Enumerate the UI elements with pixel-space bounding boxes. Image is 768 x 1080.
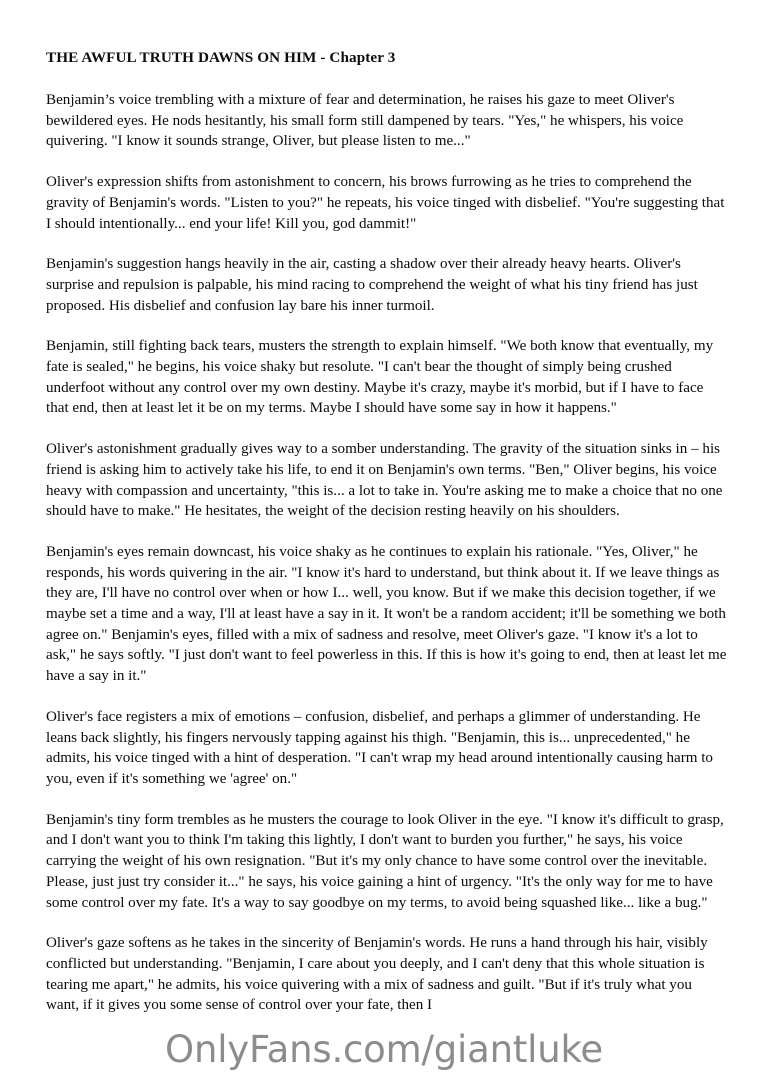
paragraph: Benjamin, still fighting back tears, musters the strength to explain himself. "We both know that eventually, my fate is sealed," he begins, his voice shaky but resolute. "I can't bear the thought of simply being crushed underfoot without any control over my own destiny. Maybe it's crazy, maybe it's morbid, but if I have to face that end, then at least let it be on my terms. Maybe I should have some say in how it happens."	[46, 338, 714, 417]
paragraph: Benjamin's tiny form trembles as he musters the courage to look Oliver in the eye. "I know it's difficult to grasp, and I don't want you to think I'm taking this lightly, I don't want to burden you further," he says, his voice carrying the weight of his own resignation. "But it's my only chance to have some control over the inevitable. Please, just just try consider it..." he says, his voice gaining a hint of urgency. "It's the only way for me to have some control over my fate. It's a way to say goodbye on my terms, to avoid being squashed like... like a bug."	[46, 811, 724, 911]
paragraph: Oliver's expression shifts from astonishment to concern, his brows furrowing as he tries to comprehend the gravity of Benjamin's words. "Listen to you?" he repeats, his voice tinged with disbelief. "You're suggesting that I should intentionally... end your life! Kill you, god dammit!"	[46, 174, 725, 232]
paragraph: Oliver's astonishment gradually gives way to a somber understanding. The gravity of the situation sinks in – his friend is asking him to actively take his life, to end it on Benjamin's own terms. "Ben," Oliver begins, his voice heavy with compassion and uncertainty, "this is... a lot to take in. You're asking me to make a choice that no one should have to make." He hesitates, the weight of the decision resting heavily on his shoulders.	[46, 441, 723, 520]
watermark: OnlyFans.com/giantluke	[165, 1028, 603, 1071]
paragraph: Oliver's face registers a mix of emotions – confusion, disbelief, and perhaps a glimmer of understanding. He leans back slightly, his fingers nervously tapping against his thigh. "Benjamin, this is... unprecedented," he admits, his voice tinged with a hint of desperation. "I can't wrap my head around intentionally causing harm to you, even if it's something we 'agree' on."	[46, 708, 713, 787]
paragraph: Oliver's gaze softens as he takes in the sincerity of Benjamin's words. He runs a hand through his hair, visibly conflicted but understanding. "Benjamin, I care about you deeply, and I can't deny that this whole situation is tearing me apart," he admits, his voice quivering with a mix of sadness and guilt. "But if it's truly what you want, if it gives you some sense of control over your fate, then I	[46, 935, 708, 1014]
paragraph: Benjamin’s voice trembling with a mixture of fear and determination, he raises his gaze to meet Oliver's bewildered eyes. He nods hesitantly, his small form still dampened by tears. "Yes," he whispers, his voice quivering. "I know it sounds strange, Oliver, but please listen to me..."	[46, 92, 684, 150]
document-body	[46, 90, 727, 1016]
paragraph: Benjamin's eyes remain downcast, his voice shaky as he continues to explain his rationale. "Yes, Oliver," he responds, his words quivering in the air. "I know it's hard to understand, but think about it. If we leave things as they are, I'll have no control over when or how I... well, you know. But if we make this decision together, if we maybe set a time and a way, I'll at least have a say in it. It won't be a random accident; it'll be something we both agree on." Benjamin's eyes, filled with a mix of sadness and resolve, meet Oliver's gaze. "I know it's a lot to ask," he says softly. "I just don't want to feel powerless in this. If this is how it's going to end, then at least let me have a say in it."	[46, 543, 727, 685]
page-title: THE AWFUL TRUTH DAWNS ON HIM - Chapter 3	[46, 49, 396, 66]
paragraph: Benjamin's suggestion hangs heavily in the air, casting a shadow over their already heavy hearts. Oliver's surprise and repulsion is palpable, his mind racing to comprehend the weight of what his tiny friend has just proposed. His disbelief and confusion lay bare his inner turmoil.	[46, 256, 698, 314]
